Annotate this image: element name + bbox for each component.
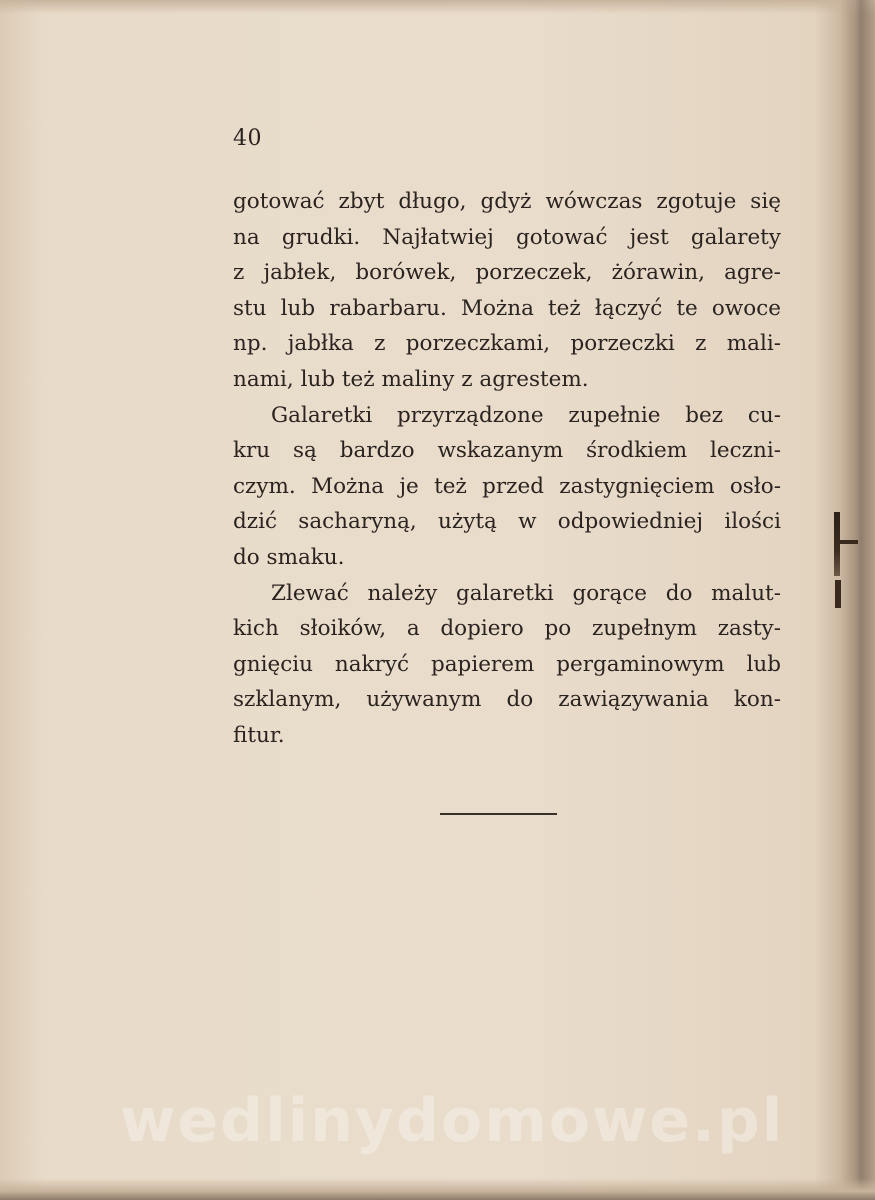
text-line: kich słoików, a dopiero po zupełnym zasty- [233,616,781,642]
text-line: fitur. [233,722,285,748]
text-line: np. jabłka z porzeczkami, porzeczki z mali- [233,331,781,357]
text-line: czym. Można je też przed zastygnięciem osło- [233,473,781,499]
text-line: szklanym, używanym do zawiązywania kon- [233,687,781,713]
body-text [233,184,781,754]
binding-mark [834,512,840,576]
page-fold-shadow [840,0,875,1200]
section-end-rule [440,813,557,815]
text-line: Zlewać należy galaretki gorące do malut- [271,580,781,606]
text-line: Galaretki przyrządzone zupełnie bez cu- [271,402,781,428]
binding-mark-dash [838,540,858,544]
page-bottom-edge [0,1178,875,1200]
binding-mark-lower [835,580,841,608]
text-line: stu lub rabarbaru. Można też łączyć te owoce [233,295,781,321]
text-line: gnięciu nakryć papierem pergaminowym lub [233,651,781,677]
text-line: kru są bardzo wskazanym środkiem leczni- [233,438,781,464]
text-line: na grudki. Najłatwiej gotować jest galarety [233,224,781,250]
text-line: gotować zbyt długo, gdyż wówczas zgotuje się [233,189,781,214]
text-line: do smaku. [233,544,345,570]
text-line: dzić sacharyną, użytą w odpowiedniej ilości [233,509,781,535]
text-line: nami, lub też maliny z agrestem. [233,366,589,392]
text-line: z jabłek, borówek, porzeczek, żórawin, agre- [233,260,781,286]
page-top-edge [0,0,875,14]
page-number: 40 [233,126,262,151]
watermark: wedlinydomowe.pl [120,1086,785,1156]
